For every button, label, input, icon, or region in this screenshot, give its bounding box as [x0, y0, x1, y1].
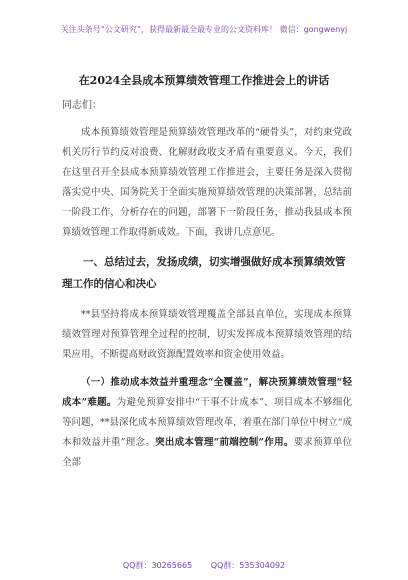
footer-qq-group-2: QQ群：535304092 [210, 561, 286, 570]
subsection-heading-2: 突出成本管理“前端控制”作用。 [155, 437, 294, 448]
subsection-heading-1: （一）推动成本效益并重理念“全覆盖”，解决预算绩效管理“轻成本”难题。 [62, 377, 352, 408]
subsection-text-1: 为避免预算安排中“干事不计成本”、项目成本不够细化等问题，**县深化成本预算绩效管理改革，着重在部门单位中树立“成本和效益并重”理念。 [62, 397, 352, 448]
section-heading-1: 一、总结过去，发扬成绩，切实增强做好成本预算绩效管理工作的信心和决心 [62, 256, 346, 290]
document-body [62, 96, 352, 481]
subsection-text-2: 要求预算单位全部 [62, 437, 352, 468]
subsection-paragraph [62, 373, 352, 473]
footer-banner [0, 560, 408, 571]
intro-paragraph: 成本预算绩效管理是预算绩效管理改革的“硬骨头”，对约束党政机关厉行节约反对浪费、化解财政收支矛盾有重要意义。今天，我们在这里召开全县成本预算绩效管理工作推进会，主要任务是深入贯彻落实党中央、国务院关于全面实施预算绩效管理的决策部署，总结前一阶段工作，分析存在的问题，部署下一阶段任务，推动我县成本预算绩效管理工作取得新成效。下面，我讲几点意见。 [62, 127, 352, 238]
salutation: 同志们： [62, 100, 102, 111]
header-banner: 关注头条号“公文研究”，获得最新最全最专业的公文资料库！ 微信：gongwenyj [60, 25, 348, 34]
footer-qq-group-1: QQ群：30265665 [122, 561, 193, 570]
section-1-paragraph: **县坚持将成本预算绩效管理覆盖全部县直单位，实现成本预算绩效管理对预算管理全过程的控制，切实发挥成本预算绩效管理的结果应用，不断提高财政资源配置效率和资金使用效益。 [62, 309, 352, 360]
document-title: 在2024全县成本预算绩效管理工作推进会上的讲话 [78, 74, 330, 87]
